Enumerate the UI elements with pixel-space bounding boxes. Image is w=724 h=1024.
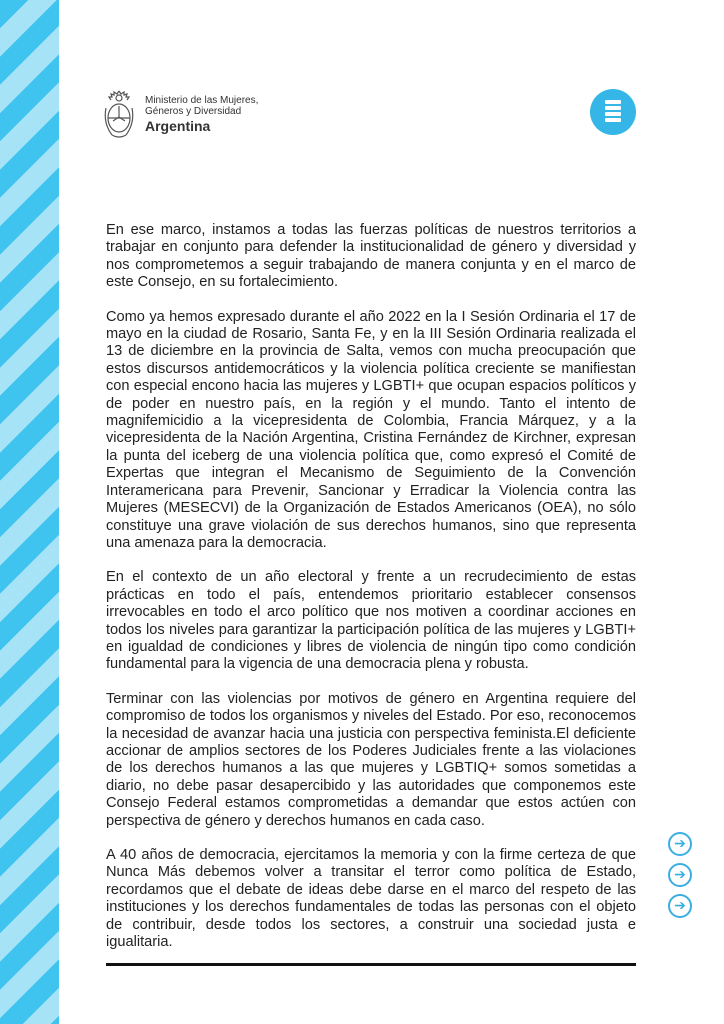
ministry-name-line-1: Ministerio de las Mujeres,: [145, 95, 259, 106]
ministry-name-block: [145, 95, 258, 135]
country-name: Argentina: [145, 118, 211, 134]
ministry-header: [101, 88, 258, 142]
ministry-logo-icon: [590, 89, 636, 135]
logo-bar: [605, 106, 621, 110]
page-navigation-arrows: [668, 832, 692, 925]
paragraph-2: Como ya hemos expresado durante el año 2022 en la I Sesión Ordinaria el 17 de mayo en la ciudad de Rosario, Santa Fe, y en la III Sesión Ordinaria realizada el 13 de diciembre en la provincia de Salta, vemos con mucha preocupación que estos discursos antidemocráticos y la violencia política creciente se manifiestan con especial encono hacia las mujeres y LGBTI+ que ocupan espacios políticos y de poder en nuestro país, en la región y el mundo. Tanto el intento de magnifemicidio a la vicepresidenta de Colombia, Francia Márquez, y a la vicepresidenta de la Nación Argentina, Cristina Fernández de Kirchner, expresan la punta del iceberg de una violencia política que, como expresó el Comité de Expertas que integran el Mecanismo de Seguimiento de la Convención Interamericana para Prevenir, Sancionar y Erradicar la Violencia contra las Mujeres (MESECVI) de la Organización de Estados Americanos (OEA), no sólo constituye una grave violación de sus derechos humanos, sino que representa una amenaza para la democracia.: [106, 308, 636, 551]
coat-of-arms-icon: [101, 88, 137, 142]
paragraph-3: En el contexto de un año electoral y frente a un recrudecimiento de estas prácticas en todo el país, entendemos prioritario establecer consensos irrevocables en todo el arco político que nos motiven a coordinar acciones en todos los niveles para garantizar la participación política de las mujeres y LGBTI+ en igualdad de condiciones y libres de violencia de ningún tipo como condición fundamental para la vigencia de una democracia plena y robusta.: [106, 569, 636, 673]
arrow-right-circle-icon[interactable]: ➔: [668, 863, 692, 887]
document-body: [106, 222, 636, 968]
paragraph-5: A 40 años de democracia, ejercitamos la memoria y con la firme certeza de que Nunca Más debemos volver a transitar el terror como política de Estado, recordamos que el debate de ideas debe darse en el marco del respeto de las instituciones y los derechos fundamentales de todas las personas con el objeto de contribuir, desde todos los sectores, a construir una sociedad justa e igualitaria.: [106, 847, 636, 951]
logo-bar: [605, 112, 621, 116]
paragraph-4: Terminar con las violencias por motivos de género en Argentina requiere del compromiso de todos los organismos y niveles del Estado. Por eso, reconocemos la necesidad de avanzar hacia una justicia con perspectiva feminista.El deficiente accionar de amplios sectores de los Poderes Judiciales frente a las violaciones de los derechos humanos a las que mujeres y LGBTIQ+ somos sometidas a diario, no debe pasar desapercibido y las autoridades que componemos este Consejo Federal estamos comprometidas a demandar que estos actúen con perspectiva de género y derechos humanos en cada caso.: [106, 690, 636, 829]
arrow-right-circle-icon[interactable]: ➔: [668, 832, 692, 856]
paragraph-1: En ese marco, instamos a todas las fuerzas políticas de nuestros territorios a trabajar en conjunto para defender la institucionalidad de género y diversidad y nos comprometemos a seguir trabajando de manera conjunta y en el marco de este Consejo, en su fortalecimiento.: [106, 222, 636, 291]
arrow-right-circle-icon[interactable]: ➔: [668, 894, 692, 918]
ministry-name-line-2: Géneros y Diversidad: [145, 106, 242, 117]
logo-bar: [605, 100, 621, 104]
decorative-side-stripe: [0, 0, 59, 1024]
logo-bar: [605, 118, 621, 122]
footer-divider: [106, 963, 636, 966]
